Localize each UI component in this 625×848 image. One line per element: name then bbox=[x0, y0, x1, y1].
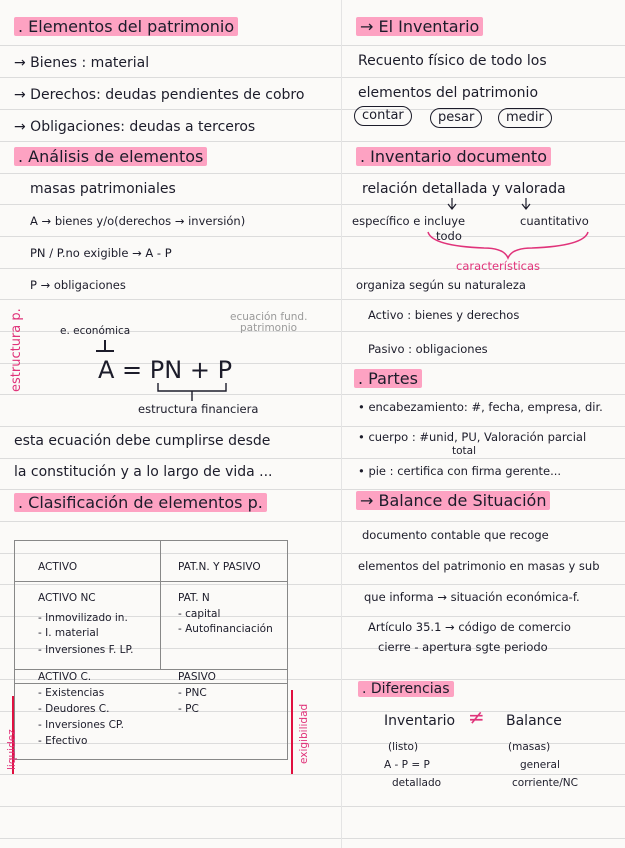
table-pnc: - PNC bbox=[178, 687, 207, 699]
especifico-label: específico e incluye bbox=[352, 214, 466, 228]
heading-elementos: . Elementos del patrimonio bbox=[14, 17, 238, 36]
table-capital: - capital bbox=[178, 608, 221, 620]
table-deudores: - Deudores C. bbox=[38, 703, 110, 715]
total-label: total bbox=[452, 445, 477, 457]
down-arrows bbox=[418, 196, 568, 212]
apep-label: A - P = P bbox=[384, 759, 430, 771]
table-autofinanciacion: - Autofinanciación bbox=[178, 623, 273, 635]
detallado-label: detallado bbox=[392, 777, 442, 789]
articulo-line: Artículo 35.1 → código de comercio bbox=[368, 620, 571, 634]
heading-partes: . Partes bbox=[354, 369, 422, 388]
bienes-line: → Bienes : material bbox=[14, 55, 150, 71]
table-activo-c: ACTIVO C. bbox=[38, 671, 92, 683]
table-inmovilizado: - Inmovilizado in. bbox=[38, 612, 128, 624]
estructura-financiera-label: estructura financiera bbox=[138, 402, 259, 416]
a-line: A → bienes y/o(derechos → inversión) bbox=[30, 214, 246, 228]
exigibilidad-label: exigibilidad bbox=[298, 703, 310, 764]
table-existencias: - Existencias bbox=[38, 687, 105, 699]
table-activo-nc: ACTIVO NC bbox=[38, 592, 96, 604]
general-label: general bbox=[520, 759, 560, 771]
pasivo-line: Pasivo : obligaciones bbox=[368, 342, 488, 356]
table-inversiones: - Inversiones F. LP. bbox=[38, 644, 134, 656]
derechos-line: → Derechos: deudas pendientes de cobro bbox=[14, 87, 305, 103]
table-patn: PAT. N bbox=[178, 592, 210, 604]
table-material: - I. material bbox=[38, 627, 99, 639]
balance-label: Balance bbox=[506, 713, 562, 729]
heading-analisis: . Análisis de elementos bbox=[14, 147, 207, 166]
cuerpo-line: • cuerpo : #unid, PU, Valoración parcial bbox=[358, 430, 587, 444]
pill-contar: contar bbox=[354, 106, 412, 126]
relacion-line: relación detallada y valorada bbox=[362, 181, 566, 197]
documento-line: documento contable que recoge bbox=[362, 528, 549, 542]
e-economica-label: e. económica bbox=[60, 325, 131, 337]
patrimonio-label: patrimonio bbox=[240, 322, 298, 334]
table-inversiones-cp: - Inversiones CP. bbox=[38, 719, 124, 731]
heading-inventario-documento: . Inventario documento bbox=[356, 147, 551, 166]
constitucion-line: la constitución y a lo largo de vida ... bbox=[14, 464, 273, 480]
table-pasivo: PASIVO bbox=[178, 671, 216, 683]
pill-medir: medir bbox=[498, 108, 552, 128]
equation: A = PN + P bbox=[98, 356, 233, 384]
recuento-line: Recuento físico de todo los bbox=[358, 53, 547, 69]
p-line: P → obligaciones bbox=[30, 278, 126, 292]
table-efectivo: - Efectivo bbox=[38, 735, 88, 747]
heading-balance: → Balance de Situación bbox=[356, 491, 550, 510]
heading-diferencias: . Diferencias bbox=[358, 681, 454, 697]
encabezamiento-line: • encabezamiento: #, fecha, empresa, dir. bbox=[358, 400, 603, 414]
estructura-p-label: estructura p. bbox=[9, 308, 24, 392]
table-activo: ACTIVO bbox=[38, 561, 78, 573]
table-patn-pasivo: PAT.N. Y PASIVO bbox=[178, 561, 261, 573]
todo-label: todo bbox=[436, 229, 462, 243]
elementos-line: elementos del patrimonio bbox=[358, 85, 539, 101]
elementos-masas-line: elementos del patrimonio en masas y sub bbox=[358, 559, 600, 573]
obligaciones-line: → Obligaciones: deudas a terceros bbox=[14, 119, 256, 135]
masas-label: (masas) bbox=[508, 741, 551, 753]
pn-line: PN / P.no exigible → A - P bbox=[30, 246, 172, 260]
ecuacion-fund-label: ecuación fund. bbox=[230, 311, 308, 323]
organiza-line: organiza según su naturaleza bbox=[356, 278, 526, 292]
neq-symbol: ≠ bbox=[468, 705, 485, 729]
pie-line: • pie : certifica con firma gerente... bbox=[358, 464, 562, 478]
masas-line: masas patrimoniales bbox=[30, 181, 176, 197]
listo-label: (listo) bbox=[388, 741, 419, 753]
caracteristicas-label: características bbox=[456, 259, 541, 273]
cumplirse-line: esta ecuación debe cumplirse desde bbox=[14, 433, 271, 449]
pill-pesar: pesar bbox=[430, 108, 482, 128]
cuantitativo-label: cuantitativo bbox=[520, 214, 589, 228]
table-pc: - PC bbox=[178, 703, 199, 715]
activo-line: Activo : bienes y derechos bbox=[368, 308, 520, 322]
liquidez-label: liquidez bbox=[6, 729, 18, 770]
informa-line: que informa → situación económica-f. bbox=[364, 590, 580, 604]
corriente-label: corriente/NC bbox=[512, 777, 578, 789]
inventario-label: Inventario bbox=[384, 713, 456, 729]
heading-inventario: → El Inventario bbox=[356, 17, 483, 36]
heading-clasificacion: . Clasificación de elementos p. bbox=[14, 493, 267, 512]
exigibilidad-arrow bbox=[291, 690, 293, 774]
cierre-line: cierre - apertura sgte periodo bbox=[378, 640, 548, 654]
